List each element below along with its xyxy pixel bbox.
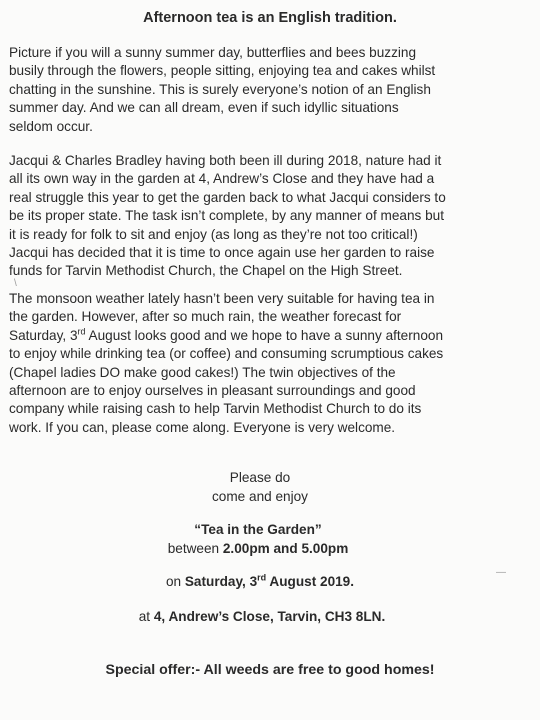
- paragraph-intro: [9, 44, 531, 136]
- event-date: [0, 573, 530, 592]
- paragraph-line: summer day. And we can all dream, even if such idyllic situations: [9, 100, 399, 116]
- paragraph-line: chatting in the sunshine. This is surely everyone’s notion of an English: [9, 81, 431, 97]
- event-address-block: [0, 608, 532, 627]
- stray-pen-mark: \: [14, 278, 17, 289]
- event-date-prefix: on: [165, 574, 185, 589]
- event-date-block: [0, 573, 530, 592]
- ordinal-suffix: rd: [257, 572, 267, 583]
- paragraph-line: it is ready for folk to sit and enjoy (as long as they’re not too critical!): [9, 226, 418, 242]
- event-time-range: 2.00pm and 5.00pm: [222, 540, 349, 556]
- paragraph-line: busily through the flowers, people sitting, enjoying tea and cakes whilst: [9, 63, 436, 79]
- invitation-line: come and enjoy: [212, 488, 308, 504]
- paragraph-line: (Chapel ladies DO make good cakes!) The twin objectives of the: [9, 364, 396, 380]
- date-text: Saturday, 3: [9, 327, 78, 343]
- stray-pen-mark: —: [496, 567, 506, 578]
- ordinal-suffix: rd: [77, 326, 86, 337]
- paragraph-line: afternoon are to enjoy ourselves in pleasant surroundings and good: [9, 383, 416, 399]
- paragraph-line: company while raising cash to help Tarvin Methodist Church to do its: [9, 401, 422, 417]
- event-address-text: 4, Andrew’s Close, Tarvin, CH3 8LN.: [153, 609, 386, 624]
- event-address: [0, 608, 532, 627]
- invitation: [0, 469, 530, 506]
- event-name: “Tea in the Garden”: [194, 522, 322, 537]
- event-date-text: August 2019.: [266, 574, 355, 589]
- event-time: [0, 540, 528, 559]
- paragraph-line: Picture if you will a sunny summer day, butterflies and bees buzzing: [9, 45, 417, 60]
- paragraph-line: seldom occur.: [9, 118, 93, 134]
- paragraph-line: Jacqui & Charles Bradley having both been ill during 2018, nature had it: [9, 153, 442, 168]
- paragraph-line: funds for Tarvin Methodist Church, the Chapel on the High Street.: [9, 263, 403, 279]
- event-date-text: Saturday, 3: [184, 574, 258, 589]
- event-address-prefix: at: [138, 609, 154, 624]
- paragraph-line: the garden. However, after so much rain, the weather forecast for: [9, 309, 402, 325]
- special-offer: Special offer:- All weeds are free to good homes!: [105, 662, 435, 678]
- document-title: Afternoon tea is an English tradition.: [143, 10, 397, 26]
- event-time-prefix: between: [167, 540, 223, 556]
- paragraph-details: [9, 290, 531, 437]
- paragraph-line: real struggle this year to get the garden back to what Jacqui considers to: [9, 189, 446, 205]
- invitation-line: Please do: [229, 470, 291, 485]
- event-summary: [0, 521, 528, 558]
- paragraph-line: Jacqui has decided that it is time to once again use her garden to raise: [9, 245, 435, 261]
- paragraph-background: [9, 152, 531, 281]
- paragraph-line: [9, 327, 531, 345]
- paragraph-line: The monsoon weather lately hasn’t been very suitable for having tea in: [9, 291, 435, 306]
- paragraph-line: be its proper state. The task isn’t complete, by any manner of means but: [9, 208, 444, 224]
- paragraph-line: work. If you can, please come along. Everyone is very welcome.: [9, 419, 396, 435]
- paragraph-line: to enjoy while drinking tea (or coffee) and consuming scrumptious cakes: [9, 346, 444, 362]
- paragraph-text: August looks good and we hope to have a sunny afternoon: [85, 327, 444, 343]
- paragraph-line: all its own way in the garden at 4, Andrew’s Close and they have had a: [9, 171, 435, 187]
